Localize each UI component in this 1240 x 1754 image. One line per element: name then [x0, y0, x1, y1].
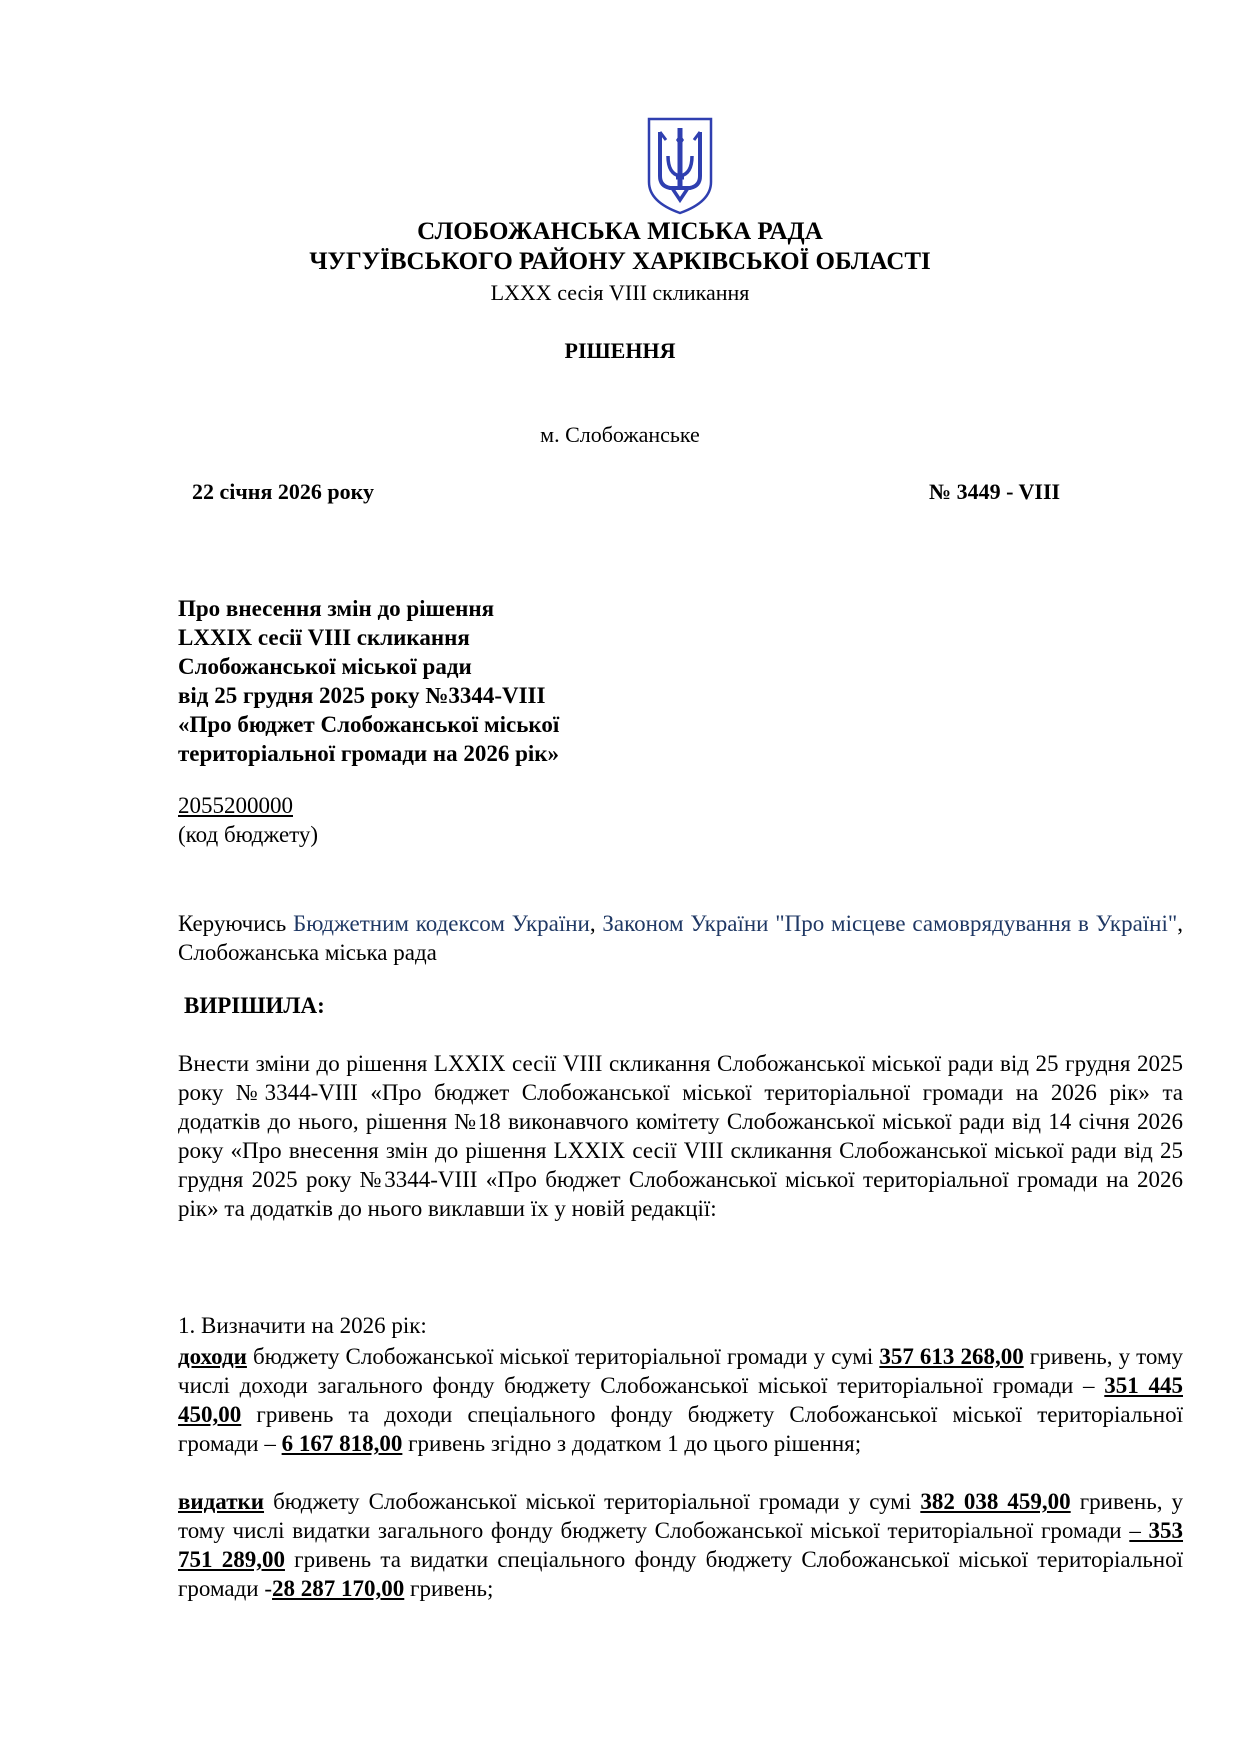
- preamble-separator: ,: [589, 911, 603, 936]
- local-government-law-link[interactable]: Законом України "Про місцеве самоврядування в Україні": [602, 911, 1178, 936]
- income-total: 357 613 268,00: [879, 1344, 1024, 1369]
- expenses-dash: –: [1129, 1518, 1149, 1543]
- preamble-tail: , Слобожанська міська рада: [178, 911, 1184, 965]
- expenses-text: гривень та видатки спеціального фонду бюджету Слобожанської міської територіальної громади -: [178, 1547, 1184, 1601]
- income-text: гривень, у тому числі доходи загального фонду бюджету Слобожанської міської територіальної громади –: [178, 1344, 1183, 1398]
- document-type: РІШЕННЯ: [564, 338, 676, 363]
- income-text: бюджету Слобожанської міської територіальної громади у сумі: [246, 1344, 880, 1369]
- budget-code: 2055200000: [178, 793, 293, 818]
- expenses-total: 382 038 459,00: [920, 1489, 1071, 1514]
- council-name: СЛОБОЖАНСЬКА МІСЬКА РАДА: [417, 218, 823, 245]
- subject-line: від 25 грудня 2025 року №3344-VIII: [178, 683, 546, 708]
- subject-line: LXXIX сесії VIII скликання: [178, 625, 470, 650]
- decision-number: № 3449 - VIII: [929, 479, 1061, 504]
- decided-heading: ВИРІШИЛА:: [184, 993, 325, 1018]
- expenses-general-fund: 353 751 289,00: [178, 1518, 1184, 1572]
- session-line: LXXX сесія VIII скликання: [490, 280, 750, 305]
- income-keyword: доходи: [178, 1344, 247, 1369]
- coat-of-arms-icon: [646, 116, 714, 216]
- expenses-keyword: видатки: [178, 1489, 265, 1514]
- expenses-text: гривень, у тому числі видатки загального фонду бюджету Слобожанської міської територіальної громади: [178, 1489, 1183, 1543]
- decision-subject: [178, 594, 559, 768]
- expenses-special-fund: 28 287 170,00: [272, 1576, 405, 1601]
- decision-date: 22 січня 2026 року: [192, 479, 374, 504]
- intro-paragraph: Внести зміни до рішення LXXIX сесії VIII скликання Слобожанської міської ради від 25 грудня 2025 року №3344-VIII «Про бюджет Слобожанської міської територіальної громади на 2026 рік» та додатків до нього, рішення №18 виконавчого комітету Слобожанської міської ради від 14 січня 2026 року «Про внесення змін до рішення LXXIX сесії VIII скликання Слобожанської міської ради від 25 грудня 2025 року №3344-VIII «Про бюджет Слобожанської міської територіальної громади на 2026 рік» та додатків до нього виклавши їх у новій редакції:: [178, 1051, 1183, 1221]
- income-paragraph: [178, 1342, 1183, 1458]
- income-text: гривень згідно з додатком 1 до цього рішення;: [402, 1431, 862, 1456]
- expenses-text: гривень;: [404, 1576, 494, 1601]
- income-special-fund: 6 167 818,00: [281, 1431, 403, 1456]
- subject-line: територіальної громади на 2026 рік»: [178, 741, 560, 766]
- preamble-lead: Керуючись: [178, 911, 294, 936]
- expenses-paragraph: [178, 1487, 1183, 1603]
- preamble: [178, 909, 1183, 967]
- city: м. Слобожанське: [540, 422, 700, 447]
- expenses-text: бюджету Слобожанської міської територіальної громади у сумі: [264, 1489, 921, 1514]
- subject-line: Слобожанської міської ради: [178, 654, 472, 679]
- budget-code-label: (код бюджету): [178, 822, 319, 847]
- item1-title: 1. Визначити на 2026 рік:: [178, 1313, 427, 1338]
- subject-line: «Про бюджет Слобожанської міської: [178, 712, 560, 737]
- subject-line: Про внесення змін до рішення: [178, 596, 495, 621]
- budget-code-link[interactable]: Бюджетним кодексом України: [293, 911, 590, 936]
- income-general-fund: 351 445 450,00: [178, 1373, 1183, 1427]
- district-name: ЧУГУЇВСЬКОГО РАЙОНУ ХАРКІВСЬКОЇ ОБЛАСТІ: [309, 248, 931, 275]
- income-text: гривень та доходи спеціального фонду бюджету Слобожанської міської територіальної громади –: [178, 1402, 1183, 1456]
